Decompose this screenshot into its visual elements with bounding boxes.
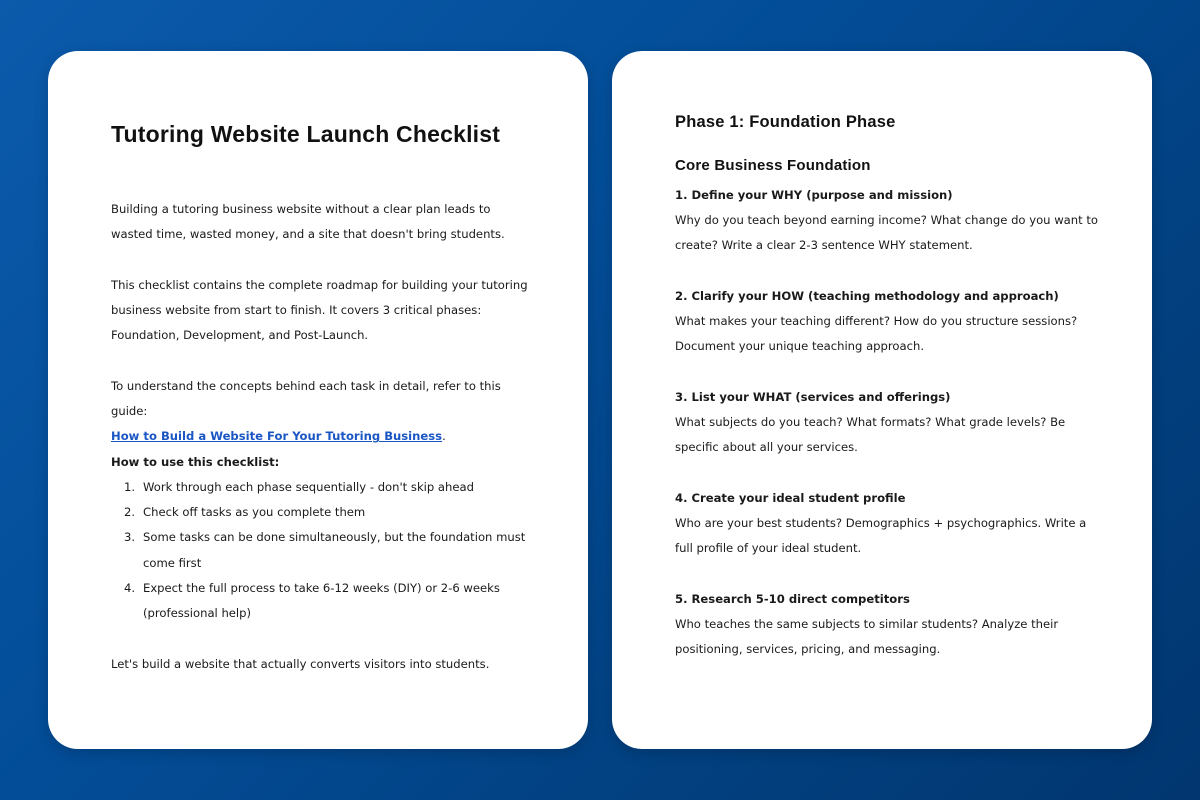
phase-title: Phase 1: Foundation Phase: [675, 113, 896, 131]
list-item: [111, 525, 531, 575]
list-text: Work through each phase sequentially - don't skip ahead: [143, 480, 474, 494]
list-number: 3.: [123, 530, 135, 545]
task-body: What makes your teaching different? How do you structure sessions? Document your unique teaching approach.: [675, 314, 1078, 354]
task-heading: 3. List your WHAT (services and offerings): [675, 390, 951, 404]
section-title: Core Business Foundation: [675, 157, 871, 174]
task-item: [675, 385, 1105, 461]
task-item: [675, 284, 1105, 360]
list-number: 1.: [123, 480, 135, 494]
intro-paragraph: Building a tutoring business website without a clear plan leads to wasted time, wasted money, and a site that doesn't bring students.: [111, 202, 505, 242]
list-text: Check off tasks as you complete them: [143, 505, 366, 520]
task-heading: 5. Research 5-10 direct competitors: [675, 592, 910, 606]
list-item: [111, 576, 531, 626]
task-heading: 4. Create your ideal student profile: [675, 491, 906, 505]
list-item: [111, 475, 531, 500]
task-body: Who teaches the same subjects to similar students? Analyze their positioning, services, pricing, and messaging.: [675, 617, 1059, 657]
guide-link-suffix: .: [442, 429, 446, 444]
list-text: Some tasks can be done simultaneously, but the foundation must come first: [143, 530, 526, 570]
task-heading: 1. Define your WHY (purpose and mission): [675, 188, 953, 202]
overview-paragraph: This checklist contains the complete roadmap for building your tutoring business website from start to finish. It covers 3 critical phases: Foundation, Development, and Post-Launch.: [111, 278, 528, 343]
guide-link[interactable]: How to Build a Website For Your Tutoring Business: [111, 429, 443, 444]
task-item: [675, 587, 1105, 663]
task-body: What subjects do you teach? What formats? What grade levels? Be specific about all your services.: [675, 415, 1066, 455]
task-body: Why do you teach beyond earning income? What change do you want to create? Write a clear 2-3 sentence WHY statement.: [675, 213, 1099, 253]
phase-one-card: [612, 51, 1152, 749]
task-body: Who are your best students? Demographics + psychographics. Write a full profile of your ideal student.: [675, 516, 1087, 556]
task-heading: 2. Clarify your HOW (teaching methodology and approach): [675, 289, 1059, 303]
list-item: [111, 500, 531, 525]
task-item: [675, 183, 1105, 259]
howto-list: [111, 475, 531, 626]
checklist-intro-card: [48, 51, 588, 749]
guide-paragraph: [111, 374, 531, 450]
guide-text: To understand the concepts behind each task in detail, refer to this guide:: [111, 379, 501, 419]
task-item: [675, 486, 1105, 562]
page-title: Tutoring Website Launch Checklist: [111, 121, 501, 147]
list-number: 4.: [123, 580, 135, 595]
howto-label: How to use this checklist:: [111, 455, 280, 469]
list-text: Expect the full process to take 6-12 weeks (DIY) or 2-6 weeks (professional help): [143, 580, 500, 621]
list-number: 2.: [123, 505, 135, 520]
closing-paragraph: Let's build a website that actually converts visitors into students.: [111, 657, 490, 671]
